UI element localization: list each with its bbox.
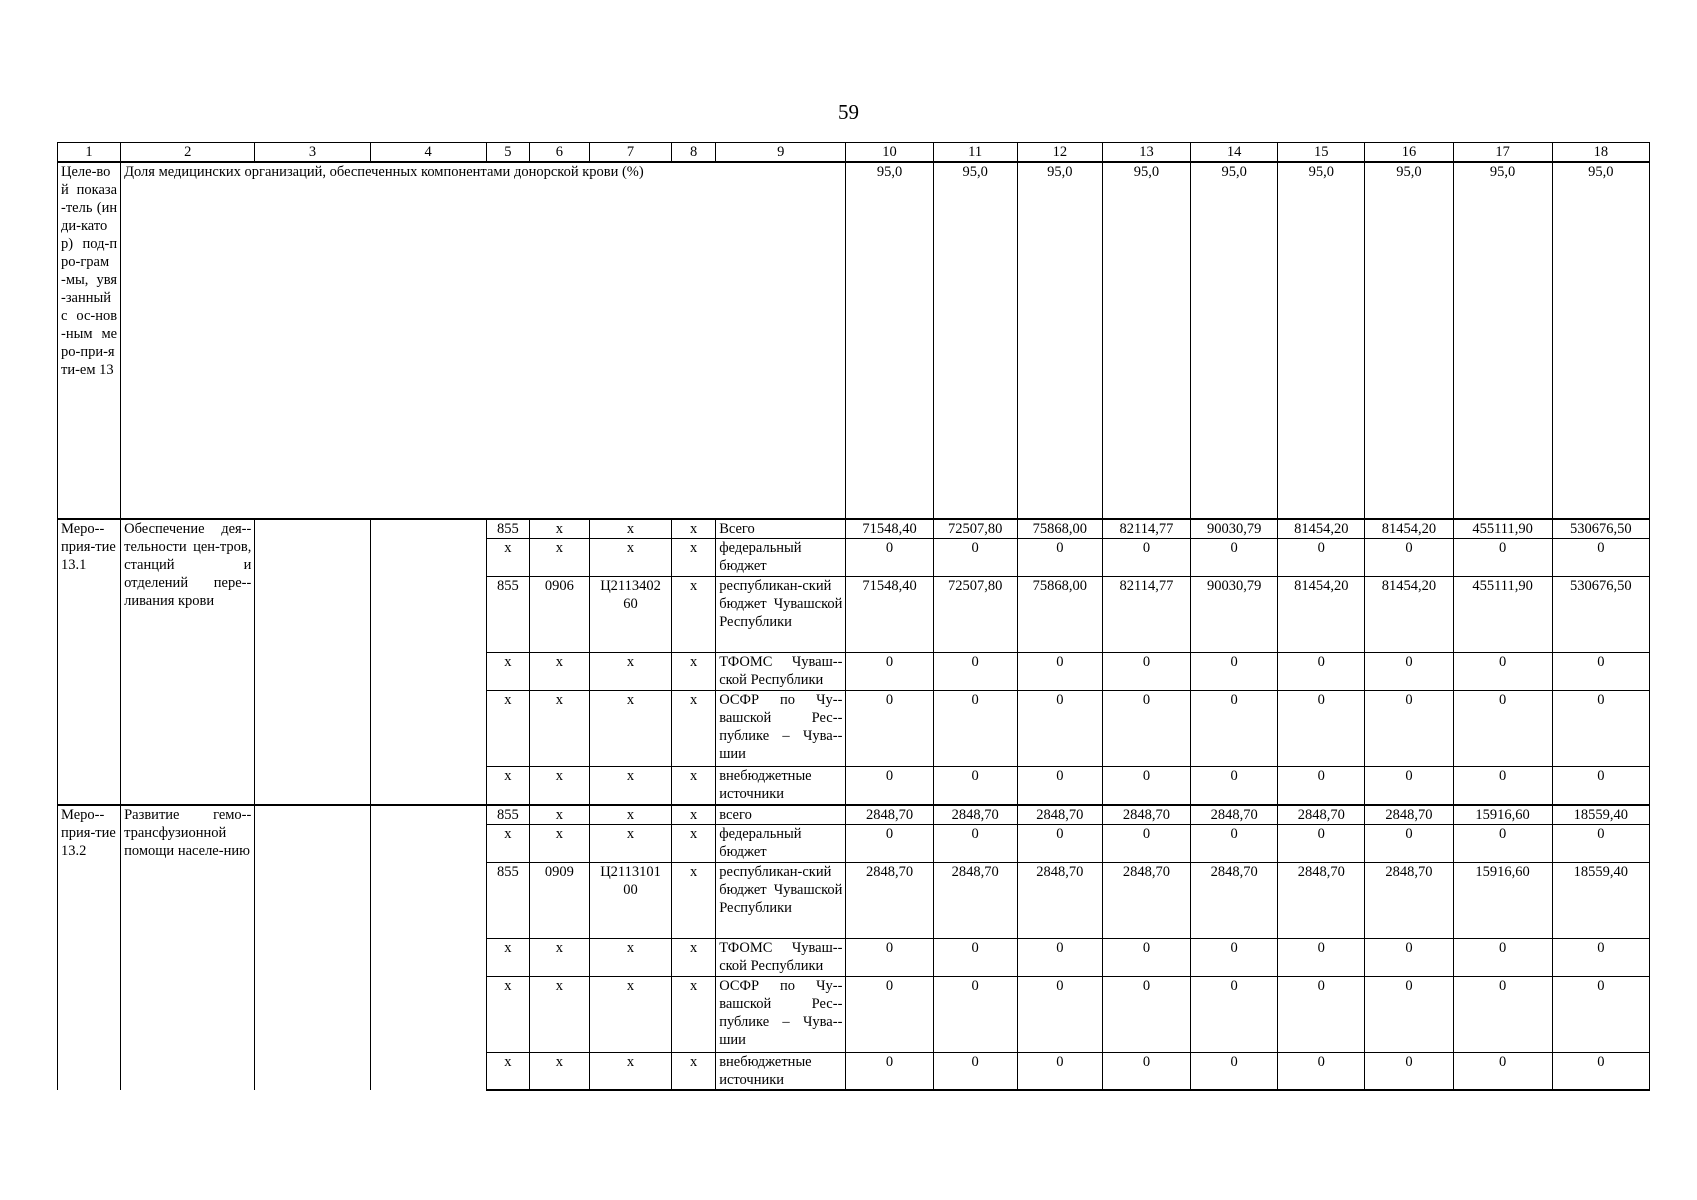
amount-cell: 455111,90 (1453, 577, 1552, 653)
amount-cell: 0 (1453, 976, 1552, 1052)
amount-cell: 0 (1191, 691, 1278, 767)
amount-cell: 0 (1191, 653, 1278, 691)
code-cell: x (529, 824, 589, 862)
code-cell: x (529, 691, 589, 767)
code-cell: x (672, 805, 716, 825)
column-number: 9 (716, 143, 846, 163)
amount-cell: 0 (1191, 1052, 1278, 1090)
code-cell: x (486, 767, 529, 805)
amount-cell: 0 (1017, 976, 1102, 1052)
column-number: 1 (58, 143, 121, 163)
table-row (58, 519, 1650, 539)
code-cell: x (486, 824, 529, 862)
amount-cell: 72507,80 (933, 519, 1017, 539)
column-number: 13 (1102, 143, 1190, 163)
funding-source: федеральный бюджет (716, 539, 846, 577)
column-number-header (58, 143, 1650, 163)
amount-cell: 2848,70 (846, 862, 933, 938)
indicator-value: 95,0 (1365, 162, 1453, 519)
funding-source: ТФОМС Чуваш-ской Республики (716, 653, 846, 691)
amount-cell: 455111,90 (1453, 519, 1552, 539)
empty-cell (255, 805, 370, 1091)
code-cell: x (529, 938, 589, 976)
indicator-value: 95,0 (1278, 162, 1365, 519)
funding-source: внебюджетные источники (716, 1052, 846, 1090)
amount-cell: 0 (933, 691, 1017, 767)
code-cell: x (672, 519, 716, 539)
amount-cell: 15916,60 (1453, 862, 1552, 938)
code-cell: 855 (486, 519, 529, 539)
column-number: 4 (370, 143, 486, 163)
code-cell: x (589, 938, 671, 976)
amount-cell: 0 (1017, 1052, 1102, 1090)
indicator-description: Доля медицинских организаций, обеспеченных компонентами донорской крови (%) (121, 162, 846, 519)
column-number: 12 (1017, 143, 1102, 163)
amount-cell: 0 (1278, 653, 1365, 691)
amount-cell: 82114,77 (1102, 577, 1190, 653)
amount-cell: 0 (1365, 653, 1453, 691)
column-number: 14 (1191, 143, 1278, 163)
amount-cell: 18559,40 (1552, 805, 1649, 825)
amount-cell: 0 (1365, 976, 1453, 1052)
amount-cell: 0 (1102, 1052, 1190, 1090)
amount-cell: 0 (1278, 1052, 1365, 1090)
code-cell: x (672, 691, 716, 767)
code-cell: x (589, 767, 671, 805)
amount-cell: 0 (846, 938, 933, 976)
code-cell: x (672, 1052, 716, 1090)
amount-cell: 0 (1552, 653, 1649, 691)
amount-cell: 90030,79 (1191, 519, 1278, 539)
column-number: 11 (933, 143, 1017, 163)
code-cell: Ц2113101 00 (589, 862, 671, 938)
funding-source: внебюджетные источники (716, 767, 846, 805)
amount-cell: 0 (1552, 824, 1649, 862)
amount-cell: 72507,80 (933, 577, 1017, 653)
amount-cell: 2848,70 (1191, 862, 1278, 938)
amount-cell: 2848,70 (846, 805, 933, 825)
amount-cell: 0 (1017, 824, 1102, 862)
table-row (58, 805, 1650, 825)
code-cell: x (486, 1052, 529, 1090)
indicator-value: 95,0 (1017, 162, 1102, 519)
code-cell: 855 (486, 577, 529, 653)
amount-cell: 0 (846, 976, 933, 1052)
code-cell: x (672, 976, 716, 1052)
funding-source: ТФОМС Чуваш-ской Республики (716, 938, 846, 976)
amount-cell: 0 (1453, 938, 1552, 976)
amount-cell: 2848,70 (1278, 805, 1365, 825)
code-cell: x (529, 539, 589, 577)
code-cell: x (589, 691, 671, 767)
code-cell: 0909 (529, 862, 589, 938)
amount-cell: 90030,79 (1191, 577, 1278, 653)
amount-cell: 0 (846, 539, 933, 577)
funding-source: республикан-ский бюджет Чувашской Республики (716, 577, 846, 653)
amount-cell: 0 (1102, 938, 1190, 976)
measure-label: Меро-прия-тие 13.1 (58, 519, 121, 805)
amount-cell: 0 (933, 1052, 1017, 1090)
amount-cell: 0 (1552, 767, 1649, 805)
amount-cell: 0 (933, 653, 1017, 691)
amount-cell: 0 (1102, 653, 1190, 691)
code-cell: x (529, 976, 589, 1052)
amount-cell: 0 (1552, 539, 1649, 577)
code-cell: x (589, 824, 671, 862)
amount-cell: 0 (1552, 938, 1649, 976)
column-number: 16 (1365, 143, 1453, 163)
amount-cell: 0 (1017, 938, 1102, 976)
column-number: 10 (846, 143, 933, 163)
code-cell: x (529, 1052, 589, 1090)
amount-cell: 0 (1552, 1052, 1649, 1090)
code-cell: x (529, 519, 589, 539)
measure-label: Меро-прия-тие 13.2 (58, 805, 121, 1091)
column-number: 17 (1453, 143, 1552, 163)
amount-cell: 0 (1017, 653, 1102, 691)
code-cell: 0906 (529, 577, 589, 653)
code-cell: x (486, 539, 529, 577)
indicator-value: 95,0 (1191, 162, 1278, 519)
amount-cell: 2848,70 (933, 862, 1017, 938)
indicator-value: 95,0 (1102, 162, 1190, 519)
amount-cell: 0 (1365, 691, 1453, 767)
amount-cell: 2848,70 (1102, 862, 1190, 938)
column-number: 6 (529, 143, 589, 163)
amount-cell: 0 (846, 1052, 933, 1090)
column-number: 2 (121, 143, 255, 163)
amount-cell: 15916,60 (1453, 805, 1552, 825)
amount-cell: 0 (1278, 938, 1365, 976)
amount-cell: 2848,70 (1365, 805, 1453, 825)
code-cell: x (529, 767, 589, 805)
amount-cell: 2848,70 (1278, 862, 1365, 938)
code-cell: x (672, 539, 716, 577)
indicator-value: 95,0 (1453, 162, 1552, 519)
amount-cell: 0 (1453, 691, 1552, 767)
code-cell: 855 (486, 805, 529, 825)
amount-cell: 0 (1453, 1052, 1552, 1090)
code-cell: x (486, 653, 529, 691)
amount-cell: 0 (1017, 539, 1102, 577)
amount-cell: 0 (1365, 1052, 1453, 1090)
column-number: 8 (672, 143, 716, 163)
code-cell: x (589, 539, 671, 577)
code-cell: Ц2113402 60 (589, 577, 671, 653)
column-number: 15 (1278, 143, 1365, 163)
amount-cell: 0 (1278, 691, 1365, 767)
amount-cell: 71548,40 (846, 519, 933, 539)
code-cell: x (486, 976, 529, 1052)
amount-cell: 0 (933, 824, 1017, 862)
amount-cell: 81454,20 (1365, 577, 1453, 653)
amount-cell: 0 (846, 767, 933, 805)
indicator-value: 95,0 (933, 162, 1017, 519)
funding-source: ОСФР по Чу-вашской Рес-публике – Чува-шии (716, 976, 846, 1052)
column-number: 7 (589, 143, 671, 163)
amount-cell: 0 (1365, 539, 1453, 577)
amount-cell: 0 (1191, 976, 1278, 1052)
budget-table (57, 142, 1650, 1091)
amount-cell: 0 (846, 653, 933, 691)
code-cell: x (589, 805, 671, 825)
amount-cell: 0 (1453, 824, 1552, 862)
code-cell: x (589, 976, 671, 1052)
funding-source: республикан-ский бюджет Чувашской Республики (716, 862, 846, 938)
code-cell: x (529, 653, 589, 691)
amount-cell: 0 (1453, 653, 1552, 691)
amount-cell: 0 (1278, 767, 1365, 805)
code-cell: x (672, 824, 716, 862)
amount-cell: 0 (933, 539, 1017, 577)
amount-cell: 0 (1102, 976, 1190, 1052)
code-cell: x (486, 938, 529, 976)
amount-cell: 75868,00 (1017, 519, 1102, 539)
amount-cell: 0 (1102, 539, 1190, 577)
amount-cell: 2848,70 (1102, 805, 1190, 825)
amount-cell: 0 (1278, 976, 1365, 1052)
indicator-row (58, 162, 1650, 519)
indicator-label: Целе-вой показа-тель (инди-катор) под-про-грам-мы, увя-занный с ос-нов-ным меро-при-яти-ем 13 (58, 162, 121, 519)
amount-cell: 75868,00 (1017, 577, 1102, 653)
amount-cell: 0 (933, 938, 1017, 976)
code-cell: 855 (486, 862, 529, 938)
amount-cell: 0 (1453, 539, 1552, 577)
amount-cell: 0 (1365, 767, 1453, 805)
amount-cell: 0 (933, 767, 1017, 805)
amount-cell: 530676,50 (1552, 519, 1649, 539)
amount-cell: 71548,40 (846, 577, 933, 653)
amount-cell: 0 (1017, 691, 1102, 767)
amount-cell: 0 (933, 976, 1017, 1052)
amount-cell: 82114,77 (1102, 519, 1190, 539)
code-cell: x (589, 1052, 671, 1090)
code-cell: x (672, 577, 716, 653)
amount-cell: 2848,70 (1191, 805, 1278, 825)
amount-cell: 0 (846, 824, 933, 862)
amount-cell: 81454,20 (1365, 519, 1453, 539)
amount-cell: 2848,70 (1017, 805, 1102, 825)
amount-cell: 530676,50 (1552, 577, 1649, 653)
amount-cell: 0 (846, 691, 933, 767)
amount-cell: 0 (1453, 767, 1552, 805)
code-cell: x (672, 862, 716, 938)
amount-cell: 2848,70 (1017, 862, 1102, 938)
code-cell: x (589, 653, 671, 691)
measure-name: Обеспечение дея-тельности цен-тров, станций и отделений пере-ливания крови (121, 519, 255, 805)
column-number: 18 (1552, 143, 1649, 163)
amount-cell: 0 (1102, 691, 1190, 767)
funding-source: Всего (716, 519, 846, 539)
amount-cell: 0 (1191, 539, 1278, 577)
amount-cell: 0 (1365, 938, 1453, 976)
indicator-value: 95,0 (1552, 162, 1649, 519)
amount-cell: 2848,70 (1365, 862, 1453, 938)
amount-cell: 81454,20 (1278, 519, 1365, 539)
amount-cell: 0 (1552, 976, 1649, 1052)
column-number: 3 (255, 143, 370, 163)
funding-source: ОСФР по Чу-вашской Рес-публике – Чува-шии (716, 691, 846, 767)
amount-cell: 0 (1552, 691, 1649, 767)
code-cell: x (486, 691, 529, 767)
amount-cell: 0 (1278, 539, 1365, 577)
page-number: 59 (838, 100, 859, 124)
amount-cell: 0 (1017, 767, 1102, 805)
funding-source: всего (716, 805, 846, 825)
amount-cell: 0 (1191, 824, 1278, 862)
empty-cell (370, 519, 486, 805)
code-cell: x (672, 938, 716, 976)
code-cell: x (529, 805, 589, 825)
funding-source: федеральный бюджет (716, 824, 846, 862)
amount-cell: 0 (1102, 824, 1190, 862)
empty-cell (255, 519, 370, 805)
indicator-value: 95,0 (846, 162, 933, 519)
amount-cell: 0 (1278, 824, 1365, 862)
code-cell: x (589, 519, 671, 539)
measure-name: Развитие гемо-трансфузионной помощи населе-нию (121, 805, 255, 1091)
empty-cell (370, 805, 486, 1091)
amount-cell: 81454,20 (1278, 577, 1365, 653)
code-cell: x (672, 767, 716, 805)
amount-cell: 2848,70 (933, 805, 1017, 825)
amount-cell: 0 (1102, 767, 1190, 805)
amount-cell: 0 (1365, 824, 1453, 862)
amount-cell: 0 (1191, 938, 1278, 976)
amount-cell: 0 (1191, 767, 1278, 805)
column-number: 5 (486, 143, 529, 163)
code-cell: x (672, 653, 716, 691)
amount-cell: 18559,40 (1552, 862, 1649, 938)
